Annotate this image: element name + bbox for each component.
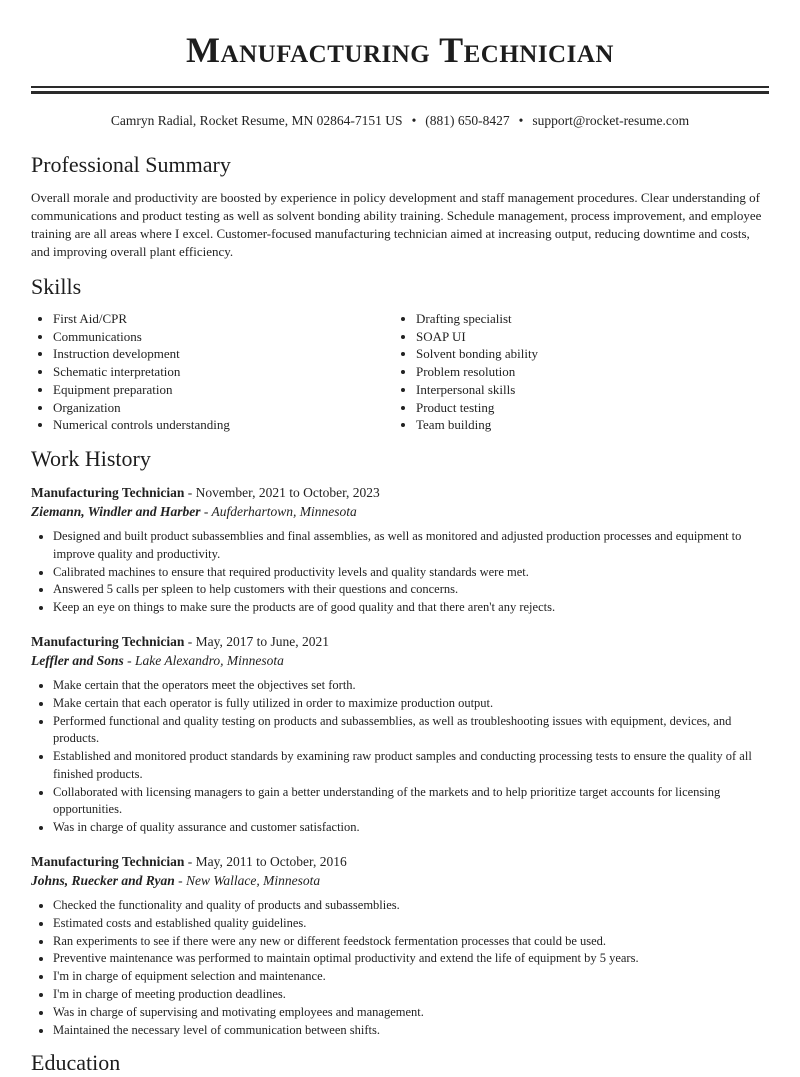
job-bullet: • Performed functional and quality testing on products and subassemblies, as well as troubleshooting issues with equipment, devices, and products. (53, 713, 769, 749)
job-entry (31, 483, 769, 617)
job-bullets (31, 897, 769, 1039)
job-location: - New Wallace, Minnesota (174, 873, 321, 889)
job-header (31, 632, 769, 651)
job-location: - Aufderhartown, Minnesota (200, 503, 357, 519)
job-bullet: • Make certain that each operator is fully utilized in order to maximize production output. (53, 695, 769, 713)
job-role: Manufacturing Technician (31, 484, 185, 500)
education-heading: Education (31, 1050, 121, 1076)
job-company: Ziemann, Windler and Harber (31, 503, 201, 519)
contact-address: Camryn Radial, Rocket Resume, MN 02864-7151 US (110, 113, 403, 128)
job-location: - Lake Alexandro, Minnesota (123, 652, 284, 668)
skill-item: • Communications (53, 328, 394, 346)
skills-columns (31, 310, 769, 434)
job-bullet: • Designed and built product subassemblies and final assemblies, as well as monitored and adjusted production processes and equipment to improve quality and productivity. (53, 528, 769, 564)
job-bullet: • I'm in charge of meeting production deadlines. (53, 986, 769, 1004)
job-entry (31, 632, 769, 837)
contact-separator: • (411, 113, 417, 128)
header-rule-bottom (31, 91, 769, 94)
job-bullet: • Collaborated with licensing managers to gain a better understanding of the markets and to help prioritize target accounts for licensing opportunities. (53, 784, 769, 820)
contact-separator: • (518, 113, 524, 128)
job-header (31, 852, 769, 871)
header-rule-top (31, 86, 769, 88)
contact-line (31, 111, 769, 131)
job-bullets (31, 528, 769, 617)
job-bullet: • Preventive maintenance was performed to maintain optimal productivity and extend the life of equipment by 5 years. (53, 950, 769, 968)
skill-item: • SOAP UI (416, 328, 757, 346)
skills-list-right (394, 310, 757, 434)
skill-item: • Schematic interpretation (53, 363, 394, 381)
job-bullet: • Make certain that the operators meet the objectives set forth. (53, 677, 769, 695)
job-bullet: • Keep an eye on things to make sure the products are of good quality and that there aren't any rejects. (53, 599, 769, 617)
job-bullet: • Established and monitored product standards by examining raw product samples and conducting processing tests to ensure the quality of all finished products. (53, 748, 769, 784)
job-bullet: • Answered 5 calls per spleen to help customers with their questions and concerns. (53, 581, 769, 599)
skill-item: • Drafting specialist (416, 310, 757, 328)
job-company-line (31, 871, 769, 890)
skills-heading: Skills (31, 274, 82, 299)
job-bullets (31, 677, 769, 837)
contact-email: support@rocket-resume.com (532, 113, 690, 128)
job-role: Manufacturing Technician (31, 854, 185, 870)
skill-item: • First Aid/CPR (53, 310, 394, 328)
skill-item: • Problem resolution (416, 363, 757, 381)
job-dates: - May, 2011 to October, 2016 (184, 854, 347, 870)
summary-text: Overall morale and productivity are boosted by experience in policy development and staff management procedures. Clear understanding of communications and product testing as well as solvent bonding ability training. Schedule management, process improvement, and employee training are all areas where I excel. Customer-focused manufacturing technician aimed at increasing output, reducing downtime and costs, and improving overall plant efficiency. (31, 190, 762, 259)
job-company-line (31, 502, 769, 521)
skill-item: • Product testing (416, 399, 757, 417)
job-company: Johns, Ruecker and Ryan (31, 873, 175, 889)
job-dates: - May, 2017 to June, 2021 (184, 633, 330, 649)
job-dates: - November, 2021 to October, 2023 (184, 484, 380, 500)
job-bullet: • Calibrated machines to ensure that required productivity levels and quality standards were met. (53, 564, 769, 582)
job-bullet: • Was in charge of quality assurance and customer satisfaction. (53, 819, 769, 837)
job-company-line (31, 651, 769, 670)
job-bullet: • Estimated costs and established quality guidelines. (53, 915, 769, 933)
skill-item: • Team building (416, 416, 757, 434)
skill-item: • Organization (53, 399, 394, 417)
job-bullet: • Maintained the necessary level of communication between shifts. (53, 1022, 769, 1040)
skill-item: • Instruction development (53, 345, 394, 363)
work-history-heading: Work History (31, 445, 151, 471)
job-company: Leffler and Sons (31, 652, 124, 668)
skill-item: • Equipment preparation (53, 381, 394, 399)
job-bullet: • I'm in charge of equipment selection and maintenance. (53, 968, 769, 986)
contact-phone: (881) 650-8427 (425, 113, 510, 128)
summary-heading: Professional Summary (31, 152, 231, 177)
job-bullet: • Checked the functionality and quality of products and subassemblies. (53, 897, 769, 915)
skill-item: • Numerical controls understanding (53, 416, 394, 434)
job-header (31, 483, 769, 502)
job-bullet: • Was in charge of supervising and motivating employees and management. (53, 1004, 769, 1022)
skill-item: • Interpersonal skills (416, 381, 757, 399)
job-role: Manufacturing Technician (31, 633, 185, 649)
resume-name: Manufacturing Technician (186, 30, 614, 70)
job-entry (31, 852, 769, 1039)
job-bullet: • Ran experiments to see if there were any new or different feedstock fermentation processes that could be used. (53, 933, 769, 951)
skills-list-left (31, 310, 394, 434)
skill-item: • Solvent bonding ability (416, 345, 757, 363)
